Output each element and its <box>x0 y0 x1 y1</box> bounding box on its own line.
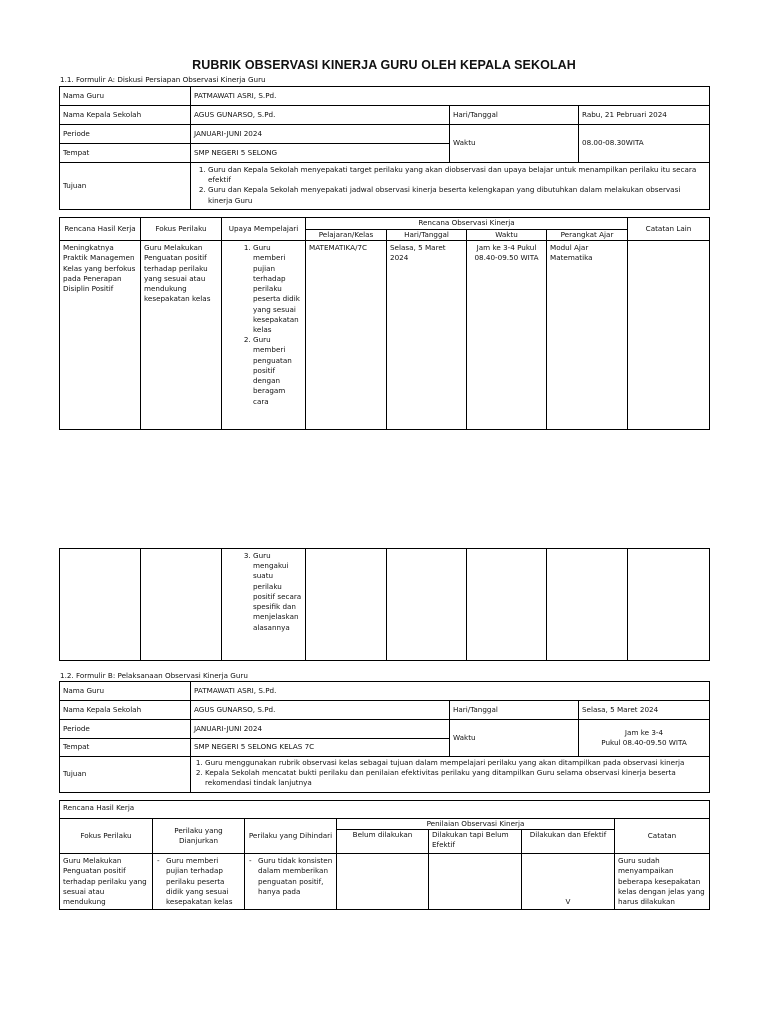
hari-label: Hari/Tanggal <box>450 106 579 125</box>
waktu-cell: Jam ke 3-4 Pukul 08.40-09.50 WITA <box>467 241 547 430</box>
tempat-label: Tempat <box>60 144 191 163</box>
nama-guru-label: Nama Guru <box>60 87 191 106</box>
tempat-value: SMP NEGERI 5 SELONG <box>191 144 450 163</box>
tujuan-item: 1. Guru menggunakan rubrik observasi kelas sebagai tujuan dalam mempelajari perilaku yang akan ditampilkan pada observasi kinerja <box>205 758 706 768</box>
col-waktu: Waktu <box>467 230 547 241</box>
upaya-list <box>225 243 302 407</box>
form-a-heading: 1.1. Formulir A: Diskusi Persiapan Observasi Kinerja Guru <box>60 75 266 84</box>
pelajaran-cell: MATEMATIKA/7C <box>306 241 387 430</box>
perangkat-cell: Modul Ajar Matematika <box>547 241 628 430</box>
belum-efektif-cell <box>429 854 522 910</box>
col-upaya-mempelajari: Upaya Mempelajari <box>222 218 306 241</box>
col-rencana-observasi: Rencana Observasi Kinerja <box>306 218 628 230</box>
hari-value: Selasa, 5 Maret 2024 <box>579 701 710 720</box>
tujuan-list <box>194 165 706 206</box>
tujuan-list <box>194 758 706 789</box>
dianjurkan-item: - Guru memberi pujian terhadap perilaku peserta didik yang sesuai kesepakatan kelas <box>166 856 241 907</box>
empty-cell <box>547 549 628 661</box>
col-catatan: Catatan <box>615 819 710 854</box>
upaya-cell <box>222 241 306 430</box>
empty-cell <box>60 549 141 661</box>
form-a-table <box>59 86 710 210</box>
nama-guru-label: Nama Guru <box>60 682 191 701</box>
plan-table-continued <box>59 548 710 661</box>
periode-value: JANUARI-JUNI 2024 <box>191 720 450 739</box>
tujuan-item: 1. Guru dan Kepala Sekolah menyepakati target perilaku yang akan diobservasi dan upaya belajar untuk menampilkan perilaku itu secara efektif <box>208 165 706 185</box>
tempat-label: Tempat <box>60 739 191 757</box>
periode-label: Periode <box>60 720 191 739</box>
tujuan-cell <box>191 757 710 793</box>
upaya-item: 2. Guru memberi penguatan positif dengan beragam cara <box>253 335 302 407</box>
col-dilakukan-belum-efektif: Dilakukan tapi Belum Efektif <box>429 830 522 854</box>
kepsek-value: AGUS GUNARSO, S.Pd. <box>191 701 450 720</box>
empty-cell <box>306 549 387 661</box>
catatan-cell: Guru sudah menyampaikan beberapa kesepakatan kelas dengan jelas yang harus dilakukan <box>615 854 710 910</box>
hari-cell: Selasa, 5 Maret 2024 <box>387 241 467 430</box>
waktu-value <box>579 720 710 757</box>
fokus-perilaku-cell: Guru Melakukan Penguatan positif terhadap perilaku yang sesuai atau mendukung <box>60 854 153 910</box>
dianjurkan-cell <box>153 854 245 910</box>
nama-guru-value: PATMAWATI ASRI, S.Pd. <box>191 682 710 701</box>
fokus-perilaku-cell: Guru Melakukan Penguatan positif terhadap perilaku yang sesuai atau mendukung kesepakatan kelas <box>141 241 222 430</box>
rencana-hasil-kerja-cell: Meningkatnya Praktik Managemen Kelas yang berfokus pada Penerapan Disiplin Positif <box>60 241 141 430</box>
col-perilaku-dihindari: Perilaku yang Dihindari <box>245 819 337 854</box>
assessment-table <box>59 800 710 910</box>
col-pelajaran-kelas: Pelajaran/Kelas <box>306 230 387 241</box>
form-b-table <box>59 681 710 793</box>
empty-cell <box>467 549 547 661</box>
nama-guru-value: PATMAWATI ASRI, S.Pd. <box>191 87 710 106</box>
tujuan-item: 2. Guru dan Kepala Sekolah menyepakati jadwal observasi kinerja beserta kelengkapan yang dibutuhkan dalam melakukan observasi kinerja Guru <box>208 185 706 205</box>
col-catatan-lain: Catatan Lain <box>628 218 710 241</box>
col-fokus-perilaku: Fokus Perilaku <box>60 819 153 854</box>
waktu-value: 08.00-08.30WITA <box>579 125 710 163</box>
tujuan-label: Tujuan <box>60 757 191 793</box>
empty-cell <box>628 549 710 661</box>
col-hari-tanggal: Hari/Tanggal <box>387 230 467 241</box>
hari-label: Hari/Tanggal <box>450 701 579 720</box>
periode-label: Periode <box>60 125 191 144</box>
hari-value: Rabu, 21 Pebruari 2024 <box>579 106 710 125</box>
tujuan-label: Tujuan <box>60 163 191 210</box>
kepsek-value: AGUS GUNARSO, S.Pd. <box>191 106 450 125</box>
form-b-heading: 1.2. Formulir B: Pelaksanaan Observasi Kinerja Guru <box>60 671 248 680</box>
col-rencana-hasil-kerja: Rencana Hasil Kerja <box>60 218 141 241</box>
col-fokus-perilaku: Fokus Perilaku <box>141 218 222 241</box>
empty-cell <box>141 549 222 661</box>
upaya-item: 3. Guru mengakui suatu perilaku positif secara spesifik dan menjelaskan alasannya <box>253 551 302 633</box>
dianjurkan-list <box>156 856 241 907</box>
col-perilaku-dianjurkan: Perilaku yang Dianjurkan <box>153 819 245 854</box>
col-penilaian-observasi: Penilaian Observasi Kinerja <box>337 819 615 830</box>
periode-value: JANUARI-JUNI 2024 <box>191 125 450 144</box>
dihindari-list <box>248 856 333 897</box>
waktu-line: Jam ke 3-4 <box>624 727 664 737</box>
upaya-item: 1. Guru memberi pujian terhadap perilaku peserta didik yang sesuai kesepakatan kelas <box>253 243 302 335</box>
tujuan-cell <box>191 163 710 210</box>
plan-table <box>59 217 710 430</box>
tujuan-item: 2. Kepala Sekolah mencatat bukti perilaku dan penilaian efektivitas perilaku yang ditampilkan Guru selama observasi kinerja beserta rekomendasi tindak lanjutnya <box>205 768 706 788</box>
empty-cell <box>387 549 467 661</box>
belum-dilakukan-cell <box>337 854 429 910</box>
dihindari-cell <box>245 854 337 910</box>
kepsek-label: Nama Kepala Sekolah <box>60 106 191 125</box>
rencana-hasil-kerja-label: Rencana Hasil Kerja <box>60 801 710 819</box>
efektif-check-mark: V <box>522 854 615 910</box>
waktu-line: Pukul 08.40-09.50 WITA <box>601 738 687 747</box>
waktu-label: Waktu <box>450 720 579 757</box>
col-dilakukan-efektif: Dilakukan dan Efektif <box>522 830 615 854</box>
waktu-label: Waktu <box>450 125 579 163</box>
upaya-list-continued <box>225 551 302 633</box>
catatan-lain-cell <box>628 241 710 430</box>
kepsek-label: Nama Kepala Sekolah <box>60 701 191 720</box>
dihindari-item: - Guru tidak konsisten dalam memberikan penguatan positif, hanya pada <box>258 856 333 897</box>
page-title: RUBRIK OBSERVASI KINERJA GURU OLEH KEPALA SEKOLAH <box>192 58 576 72</box>
col-perangkat-ajar: Perangkat Ajar <box>547 230 628 241</box>
tempat-value: SMP NEGERI 5 SELONG KELAS 7C <box>191 739 450 757</box>
col-belum-dilakukan: Belum dilakukan <box>337 830 429 854</box>
upaya-cell-continued <box>222 549 306 661</box>
